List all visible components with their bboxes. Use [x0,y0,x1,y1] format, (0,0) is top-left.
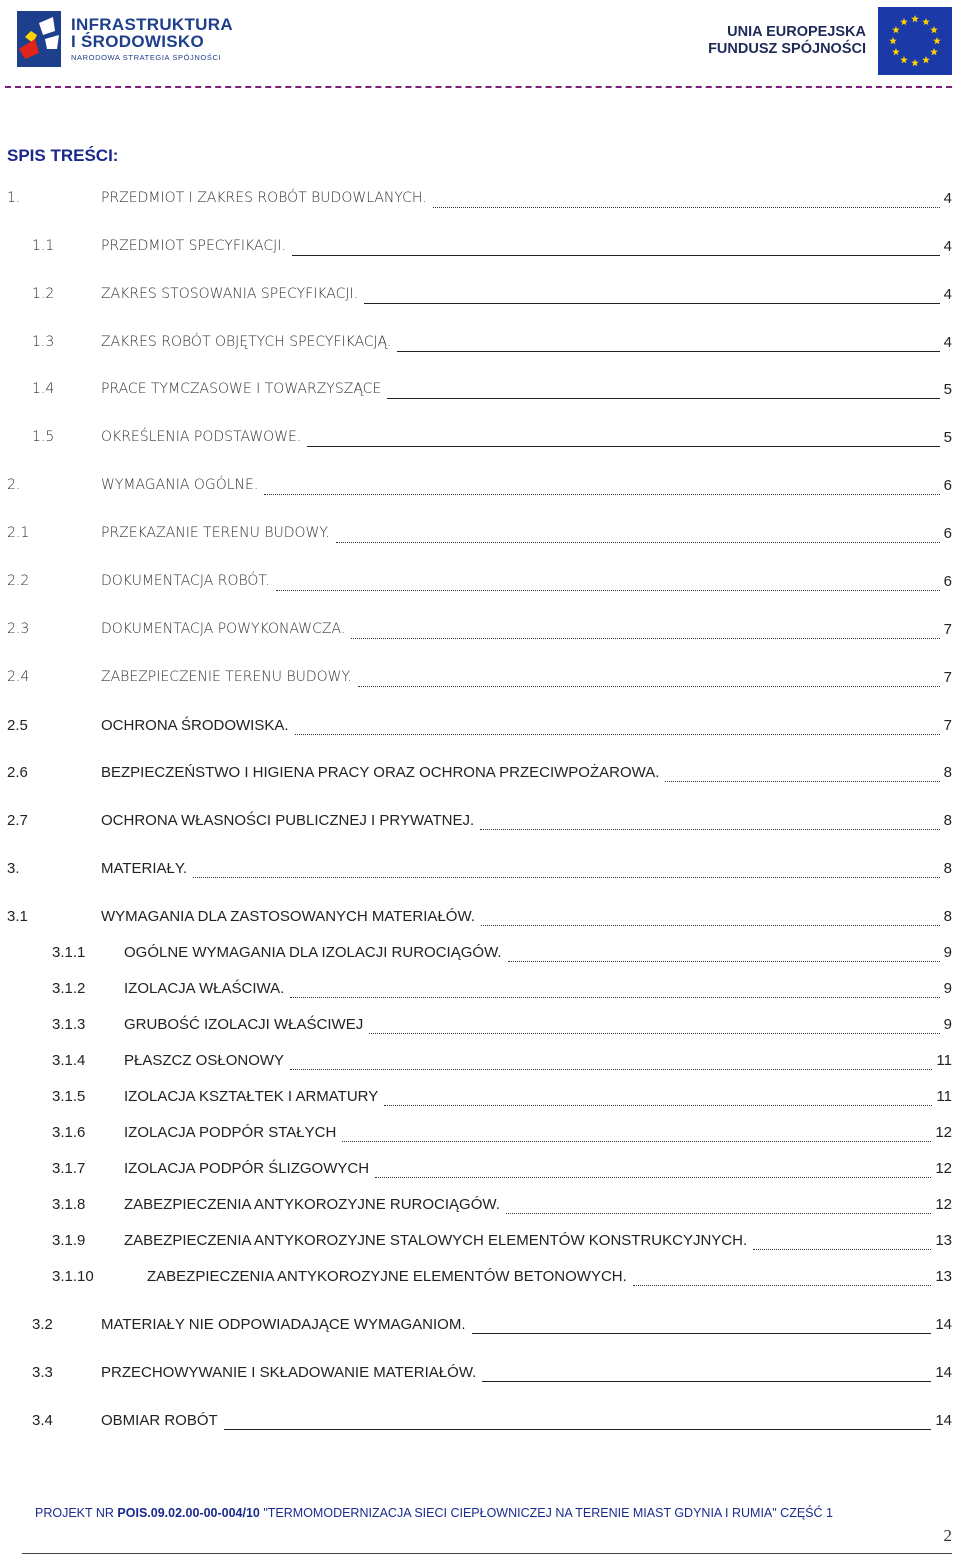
toc-entry[interactable] [0,1124,960,1146]
footer-prefix: PROJEKT NR [35,1506,118,1520]
toc-entry-label: IZOLACJA WŁAŚCIWA. [124,980,285,997]
toc-entry-leader [264,477,940,495]
toc-entry-number: 3.2 [32,1316,53,1333]
toc-entry-page: 7 [943,621,952,638]
toc-entry-page: 6 [943,525,952,542]
footer-project [35,1506,833,1520]
eu-logo-line-2: FUNDUSZ SPÓJNOŚCI [708,41,866,57]
toc-entry-number: 3.1.8 [52,1196,86,1213]
toc-entry-page: 8 [943,860,952,877]
toc-entry[interactable] [0,1160,960,1182]
toc-entry-number: 2.5 [7,717,28,734]
toc-entry-page: 5 [943,381,952,398]
toc-entry[interactable] [0,717,960,739]
toc-entry-label: IZOLACJA KSZTAŁTEK I ARMATURY [124,1088,379,1105]
toc-entry-number: 3.1.3 [52,1016,86,1033]
toc-entry-number: 2.4 [7,669,30,685]
toc-entry[interactable] [0,525,960,547]
toc-entry[interactable] [0,860,960,882]
toc-entry-page: 14 [935,1316,952,1333]
toc-entry-leader [193,860,940,878]
toc-entry-label: OGÓLNE WYMAGANIA DLA IZOLACJI RUROCIĄGÓW. [124,944,502,961]
toc-entry-leader [290,980,940,998]
toc-entry-number: 2. [7,477,21,493]
toc-entry[interactable] [0,1268,960,1290]
toc-entry-label: ZAKRES ROBÓT OBJĘTYCH SPECYFIKACJĄ. [101,334,392,350]
logo-line-1: INFRASTRUKTURA [71,15,233,35]
toc-entry-number: 3.1.9 [52,1232,86,1249]
toc-entry-page: 8 [943,764,952,781]
toc-entry-label: IZOLACJA PODPÓR STAŁYCH [124,1124,337,1141]
toc-entry-label: DOKUMENTACJA ROBÓT. [101,573,270,589]
toc-entry-label: WYMAGANIA DLA ZASTOSOWANYCH MATERIAŁÓW. [101,908,475,925]
toc-entry-leader [292,238,940,256]
toc-entry-page: 7 [943,669,952,686]
toc-entry-page: 9 [943,1016,952,1033]
toc-entry[interactable] [0,812,960,834]
toc-entry[interactable] [0,1088,960,1110]
toc-entry-page: 8 [943,812,952,829]
toc-entry-label: MATERIAŁY. [101,860,188,877]
toc-entry-leader [480,812,940,830]
header-divider [5,86,952,88]
toc-entry-page: 11 [936,1088,952,1105]
toc-entry-number: 3.3 [32,1364,53,1381]
toc-entry-number: 3.1 [7,908,28,925]
toc-entry-number: 2.2 [7,573,30,589]
toc-entry-page: 9 [943,980,952,997]
toc-entry[interactable] [0,980,960,1002]
toc-entry-number: 3.1.4 [52,1052,86,1069]
toc-entry-label: ZAKRES STOSOWANIA SPECYFIKACJI. [101,286,359,302]
nss-emblem-icon [15,9,63,69]
eu-logo-line-1: UNIA EUROPEJSKA [727,24,866,41]
toc-entry[interactable] [0,944,960,966]
toc-entry-label: BEZPIECZEŃSTWO I HIGIENA PRACY ORAZ OCHRONA PRZECIWPOŻAROWA. [101,764,660,781]
toc-entry-leader [665,764,940,782]
toc-entry-label: ZABEZPIECZENIA ANTYKOROZYJNE RUROCIĄGÓW. [124,1196,500,1213]
toc-entry-leader [336,525,940,543]
toc-entry[interactable] [0,190,960,212]
toc-entry-leader [351,621,940,639]
toc-entry-label: OCHRONA WŁASNOŚCI PUBLICZNEJ I PRYWATNEJ. [101,812,475,829]
toc-entry[interactable] [0,669,960,691]
toc-entry-page: 11 [936,1052,952,1069]
toc-entry[interactable] [0,573,960,595]
toc-entry[interactable] [0,1052,960,1074]
toc-entry-label: WYMAGANIA OGÓLNE. [101,477,259,493]
infrastruktura-logo [15,8,245,70]
toc-entry-number: 1.1 [32,238,55,254]
toc-entry-label: OCHRONA ŚRODOWISKA. [101,717,289,734]
toc-entry-leader [307,429,940,447]
toc-entry[interactable] [0,764,960,786]
toc-entry-leader [508,944,940,962]
toc-entry[interactable] [0,334,960,356]
toc-entry-leader [276,573,940,591]
footer-project-number: POIS.09.02.00-00-004/10 [117,1506,260,1520]
toc-entry-label: MATERIAŁY NIE ODPOWIADAJĄCE WYMAGANIOM. [101,1316,466,1333]
toc-entry-label: PRZEDMIOT SPECYFIKACJI. [101,238,286,254]
toc-entry-leader [482,1364,931,1382]
toc-entry-label: PRACE TYMCZASOWE I TOWARZYSZĄCE [101,381,382,397]
toc-entry-number: 2.7 [7,812,28,829]
toc-entry-label: ZABEZPIECZENIA ANTYKOROZYJNE STALOWYCH ELEMENTÓW KONSTRUKCYJNYCH. [124,1232,748,1249]
toc-entry-leader [472,1316,931,1334]
toc-entry[interactable] [0,477,960,499]
footer-divider [22,1553,952,1554]
toc-entry-page: 12 [935,1160,952,1177]
toc-entry-label: PRZEDMIOT I ZAKRES ROBÓT BUDOWLANYCH. [101,190,427,206]
toc-entry-number: 3.1.6 [52,1124,86,1141]
toc-entry-number: 1.2 [32,286,55,302]
toc-entry-page: 7 [943,717,952,734]
toc-entry-leader [369,1016,940,1034]
toc-entry-leader [433,190,940,208]
toc-entry[interactable] [0,1196,960,1218]
logo-line-2: I ŚRODOWISKO [71,32,204,52]
toc-entry-number: 3. [7,860,20,877]
toc-entry-leader [295,717,940,735]
toc-entry-label: ZABEZPIECZENIE TERENU BUDOWY. [101,669,352,685]
footer-project-title: "TERMOMODERNIZACJA SIECI CIEPŁOWNICZEJ NA TERENIE MIAST GDYNIA I RUMIA" CZĘŚĆ 1 [259,1506,833,1520]
toc-entry-number: 3.1.7 [52,1160,86,1177]
toc-entry-page: 12 [935,1124,952,1141]
toc-entry-number: 3.1.5 [52,1088,86,1105]
toc-entry-label: ZABEZPIECZENIA ANTYKOROZYJNE ELEMENTÓW BETONOWYCH. [147,1268,627,1285]
toc-entry[interactable] [0,381,960,403]
toc-entry[interactable] [0,1232,960,1254]
toc-entry-number: 2.3 [7,621,30,637]
toc-entry-leader [364,286,940,304]
eu-flag-icon [878,7,952,75]
toc-entry-label: OBMIAR ROBÓT [101,1412,218,1429]
toc-entry-leader [387,381,940,399]
eu-logo [708,6,952,76]
toc-entry-page: 5 [943,429,952,446]
toc-entry[interactable] [0,1412,960,1434]
toc-entry-leader [375,1160,931,1178]
toc-entry[interactable] [0,1364,960,1386]
toc-entry-number: 3.1.1 [52,944,86,961]
toc-entry-leader [633,1268,931,1286]
toc-entry-number: 3.1.2 [52,980,86,997]
toc-entry-number: 1. [7,190,21,206]
toc-entry-number: 1.3 [32,334,55,350]
toc-entry[interactable] [0,1016,960,1038]
toc-entry-page: 4 [943,334,952,351]
toc-entry-number: 2.1 [7,525,30,541]
toc-entry-number: 3.4 [32,1412,53,1429]
toc-entry-label: OKREŚLENIA PODSTAWOWE. [101,429,302,445]
toc-entry[interactable] [0,286,960,308]
toc-entry-leader [342,1124,931,1142]
toc-entry-leader [358,669,940,687]
toc-entry-leader [290,1052,932,1070]
toc-title: SPIS TREŚCI: [7,146,119,165]
toc-entry-label: IZOLACJA PODPÓR ŚLIZGOWYCH [124,1160,370,1177]
toc-entry[interactable] [0,429,960,451]
toc-entry-page: 4 [943,238,952,255]
logo-line-3: NARODOWA STRATEGIA SPÓJNOŚCI [71,53,222,63]
toc-entry-leader [753,1232,931,1250]
toc-entry-leader [224,1412,931,1430]
toc-entry-label: GRUBOŚĆ IZOLACJI WŁAŚCIWEJ [124,1016,364,1033]
toc-entry-label: PŁASZCZ OSŁONOWY [124,1052,285,1069]
toc-entry-leader [481,908,940,926]
toc-entry[interactable] [0,1316,960,1338]
toc-entry-page: 8 [943,908,952,925]
toc-entry-page: 14 [935,1412,952,1429]
toc-entry-page: 6 [943,573,952,590]
toc-entry[interactable] [0,238,960,260]
toc-entry-page: 4 [943,190,952,207]
toc-entry-page: 13 [935,1232,952,1249]
toc-entry-page: 13 [935,1268,952,1285]
toc-entry[interactable] [0,621,960,643]
toc-entry-number: 1.5 [32,429,55,445]
toc-entry[interactable] [0,908,960,930]
toc-entry-page: 14 [935,1364,952,1381]
toc-entry-number: 2.6 [7,764,28,781]
toc-entry-page: 9 [943,944,952,961]
toc-entry-label: DOKUMENTACJA POWYKONAWCZA. [101,621,346,637]
toc-entry-label: PRZEKAZANIE TERENU BUDOWY. [101,525,330,541]
toc-entry-page: 4 [943,286,952,303]
toc-entry-leader [506,1196,931,1214]
toc-entry-label: PRZECHOWYWANIE I SKŁADOWANIE MATERIAŁÓW. [101,1364,477,1381]
toc-entry-page: 6 [943,477,952,494]
toc-entry-leader [397,334,940,352]
toc-entry-number: 3.1.10 [52,1268,94,1285]
toc-entry-number: 1.4 [32,381,55,397]
toc-entry-page: 12 [935,1196,952,1213]
page-header [0,0,960,90]
toc-entry-leader [384,1088,932,1106]
page-number: 2 [943,1526,952,1545]
